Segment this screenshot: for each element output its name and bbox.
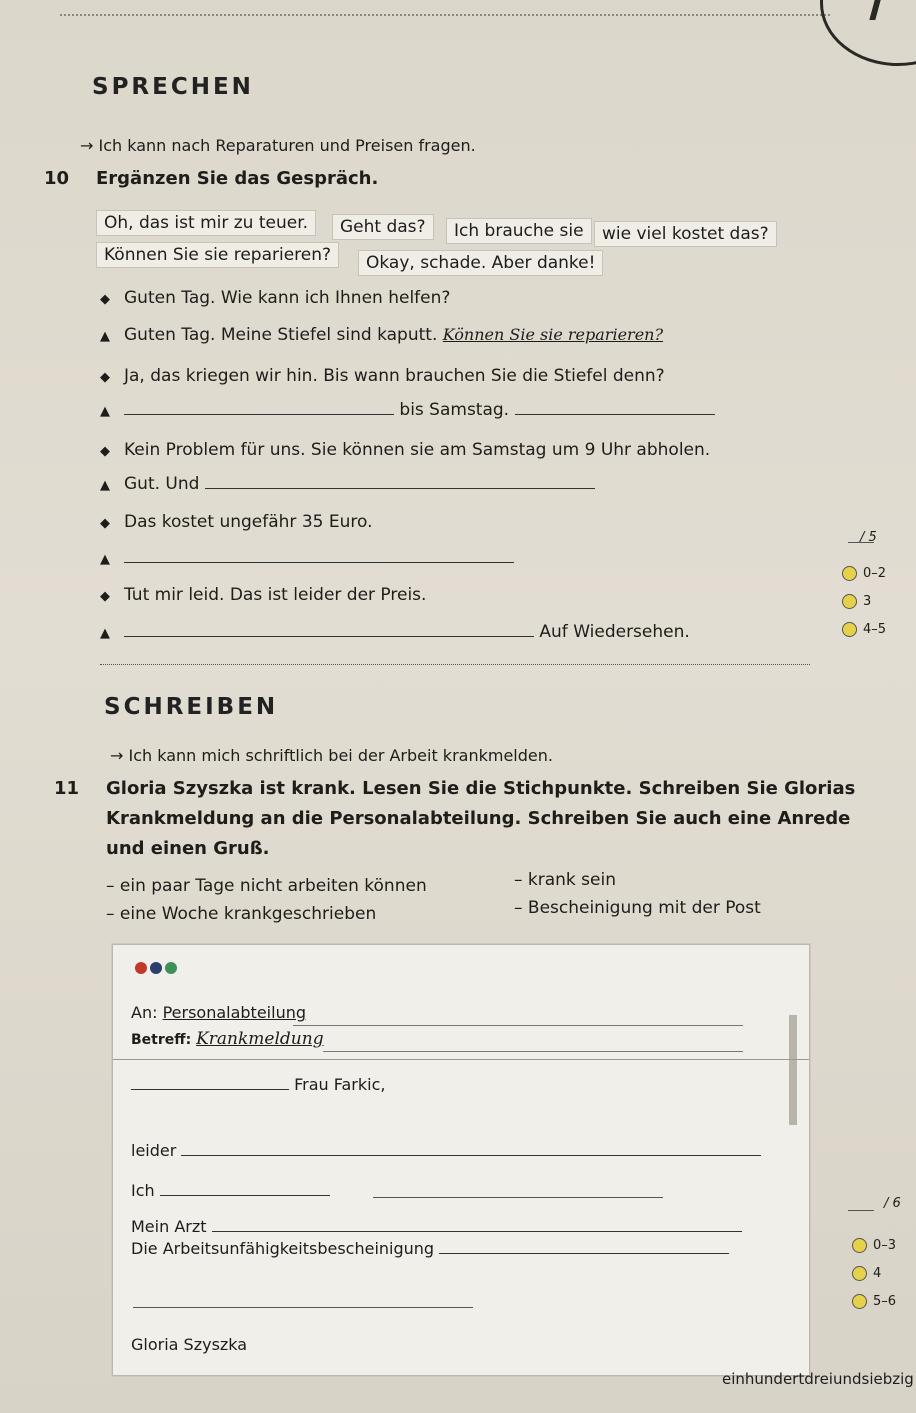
scrollbar[interactable] xyxy=(789,1015,797,1125)
score-level: 5–6 xyxy=(852,1294,896,1309)
email-to-row: An: Personalabteilung xyxy=(131,1003,306,1022)
section-goal: → Ich kann mich schriftlich bei der Arbeit krankmelden. xyxy=(110,746,553,765)
bullet-list-left xyxy=(106,872,427,928)
answer-blank[interactable] xyxy=(124,414,394,415)
happy-face-icon xyxy=(852,1294,867,1309)
triangle-icon: ▲ xyxy=(100,404,110,419)
email-line: Ich xyxy=(131,1181,330,1200)
answer-blank[interactable] xyxy=(515,414,715,415)
email-line: leider xyxy=(131,1141,761,1160)
diamond-icon: ◆ xyxy=(100,292,110,307)
section-divider xyxy=(100,664,810,665)
task-text: Ergänzen Sie das Gespräch. xyxy=(96,168,379,189)
score-level: 4–5 xyxy=(842,622,886,637)
email-field-line xyxy=(293,1025,743,1026)
dialogue-line xyxy=(100,548,514,568)
task-heading: 11 Gloria Szyszka ist krank. Lesen Sie die Stichpunkte. Schreiben Sie Glorias xyxy=(54,774,855,804)
answer-blank[interactable] xyxy=(124,562,514,563)
happy-face-icon xyxy=(842,622,857,637)
triangle-icon: ▲ xyxy=(100,626,110,641)
answer-blank[interactable] xyxy=(373,1197,663,1198)
section-goal: → Ich kann nach Reparaturen und Preisen fragen. xyxy=(80,136,476,155)
score-total: / 5 xyxy=(860,530,877,545)
sad-face-icon xyxy=(842,566,857,581)
word-chip[interactable]: Ich brauche sie xyxy=(446,218,592,244)
corner-circle-decoration xyxy=(820,0,916,66)
answer-blank[interactable] xyxy=(131,1089,289,1090)
answer-blank[interactable] xyxy=(124,636,534,637)
score-level: 4 xyxy=(852,1266,881,1281)
diamond-icon: ◆ xyxy=(100,589,110,604)
dialogue-line: ▲ Gut. Und xyxy=(100,474,595,494)
task-text-line: Krankmeldung an die Personalabteilung. Schreiben Sie auch eine Anrede xyxy=(106,808,851,829)
triangle-icon: ▲ xyxy=(100,478,110,493)
bullet-item: – eine Woche krankgeschrieben xyxy=(106,904,377,924)
task-heading xyxy=(44,164,378,194)
email-signature: Gloria Szyszka xyxy=(131,1335,248,1354)
answer-blank[interactable] xyxy=(181,1155,761,1156)
score-total: / 6 xyxy=(884,1196,901,1211)
triangle-icon: ▲ xyxy=(100,552,110,567)
neutral-face-icon xyxy=(842,594,857,609)
email-window xyxy=(112,944,810,1376)
dialogue-line: ▲ Guten Tag. Meine Stiefel sind kaputt. Können Sie sie reparieren? xyxy=(100,325,664,345)
email-line: Mein Arzt xyxy=(131,1217,742,1236)
score-level: 0–2 xyxy=(842,566,886,581)
dialogue-line: ◆ Guten Tag. Wie kann ich Ihnen helfen? xyxy=(100,288,451,308)
task-number: 11 xyxy=(54,778,80,799)
email-line: Die Arbeitsunfähigkeitsbescheinigung xyxy=(131,1239,729,1258)
email-subject-value[interactable]: Krankmeldung xyxy=(196,1029,324,1049)
task-text-line: und einen Gruß. xyxy=(106,838,270,859)
score-level: 3 xyxy=(842,594,871,609)
dialogue-line: ▲ bis Samstag. xyxy=(100,400,715,420)
bullet-list-right xyxy=(514,866,761,922)
handwritten-answer: Können Sie sie reparieren? xyxy=(442,325,664,344)
answer-blank[interactable] xyxy=(133,1307,473,1308)
diamond-icon: ◆ xyxy=(100,444,110,459)
bullet-item: – Bescheinigung mit der Post xyxy=(514,898,761,918)
dialogue-line: ◆ Ja, das kriegen wir hin. Bis wann brauchen Sie die Stiefel denn? xyxy=(100,366,665,386)
dialogue-line: ◆ Tut mir leid. Das ist leider der Preis. xyxy=(100,585,427,605)
task-number: 10 xyxy=(44,168,70,189)
top-dotted-rule xyxy=(60,14,830,16)
word-chip[interactable]: wie viel kostet das? xyxy=(594,221,777,247)
word-chip[interactable]: Geht das? xyxy=(332,214,434,240)
email-to-value[interactable]: Personalabteilung xyxy=(162,1003,306,1022)
minimize-dot-icon[interactable] xyxy=(150,962,162,974)
bullet-item: – krank sein xyxy=(514,870,616,890)
dialogue-line: ▲ Auf Wiedersehen. xyxy=(100,622,690,642)
score-line xyxy=(848,1210,874,1211)
close-dot-icon[interactable] xyxy=(135,962,147,974)
word-chip[interactable]: Oh, das ist mir zu teuer. xyxy=(96,210,316,236)
email-greeting-row: Frau Farkic, xyxy=(131,1075,385,1094)
sad-face-icon xyxy=(852,1238,867,1253)
email-field-line xyxy=(323,1051,743,1052)
window-controls xyxy=(135,959,180,978)
page-number-text: einhundertdreiundsiebzig xyxy=(722,1370,914,1388)
diamond-icon: ◆ xyxy=(100,516,110,531)
neutral-face-icon xyxy=(852,1266,867,1281)
word-chip[interactable]: Können Sie sie reparieren? xyxy=(96,242,339,268)
maximize-dot-icon[interactable] xyxy=(165,962,177,974)
answer-blank[interactable] xyxy=(212,1231,742,1232)
score-line xyxy=(848,542,874,543)
bullet-item: – ein paar Tage nicht arbeiten können xyxy=(106,876,427,896)
answer-blank[interactable] xyxy=(439,1253,729,1254)
dialogue-line: ◆ Das kostet ungefähr 35 Euro. xyxy=(100,512,373,532)
answer-blank[interactable] xyxy=(205,488,595,489)
email-header-divider xyxy=(113,1059,809,1060)
section-title-sprechen: SPRECHEN xyxy=(92,74,254,100)
answer-blank[interactable] xyxy=(160,1195,330,1196)
diamond-icon: ◆ xyxy=(100,370,110,385)
triangle-icon: ▲ xyxy=(100,329,110,344)
score-level: 0–3 xyxy=(852,1238,896,1253)
word-chip[interactable]: Okay, schade. Aber danke! xyxy=(358,250,603,276)
email-subject-row: Betreff: Krankmeldung xyxy=(131,1029,324,1049)
section-title-schreiben: SCHREIBEN xyxy=(104,694,279,720)
dialogue-line: ◆ Kein Problem für uns. Sie können sie am Samstag um 9 Uhr abholen. xyxy=(100,440,711,460)
